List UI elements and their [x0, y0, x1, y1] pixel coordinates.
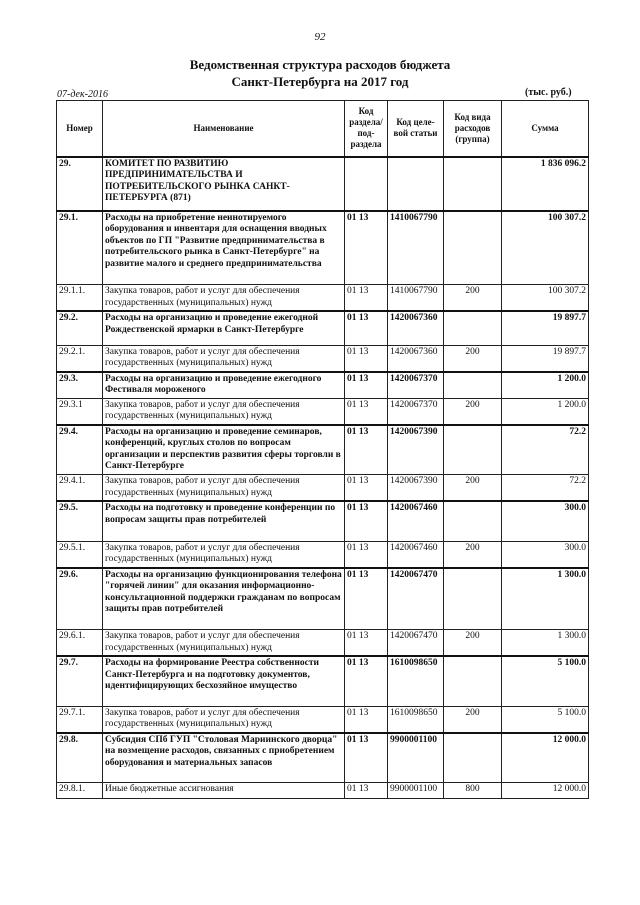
- title-line-1: Ведомственная структура расходов бюджета: [189, 57, 451, 72]
- row-article-code: 1420067460: [388, 541, 444, 568]
- row-name: КОМИТЕТ ПО РАЗВИТИЮ ПРЕДПРИНИМАТЕЛЬСТВА И ПОТРЕБИТЕЛЬСКОГО РЫНКА САНКТ-ПЕТЕРБУРГА (871): [103, 157, 345, 211]
- row-article-code: 1610098650: [388, 706, 444, 733]
- row-number: 29.: [57, 157, 103, 211]
- row-expense-type: [444, 372, 502, 399]
- row-article-code: 1420067370: [388, 398, 444, 425]
- row-name: Расходы на организацию функционирования телефона "горячей линии" для оказания информационно-консультационной поддержки гражданам по вопросам защиты прав потребителей: [103, 568, 345, 630]
- budget-table: [56, 100, 589, 799]
- table-row: [57, 425, 589, 475]
- row-number: 29.2.1.: [57, 345, 103, 372]
- row-expense-type: [444, 211, 502, 285]
- table-row: [57, 541, 589, 568]
- row-expense-type: 200: [444, 475, 502, 502]
- row-sum: 100 307.2: [502, 211, 589, 285]
- row-number: 29.2.: [57, 311, 103, 345]
- row-number: 29.7.: [57, 656, 103, 706]
- table-row: [57, 630, 589, 657]
- table-row: [57, 475, 589, 502]
- row-sum: 1 200.0: [502, 398, 589, 425]
- row-number: 29.1.1.: [57, 285, 103, 312]
- row-article-code: 1610098650: [388, 656, 444, 706]
- table-row: [57, 783, 589, 799]
- row-section-code: 01 13: [345, 656, 388, 706]
- row-section-code: 01 13: [345, 311, 388, 345]
- row-expense-type: [444, 311, 502, 345]
- row-article-code: 1420067370: [388, 372, 444, 399]
- row-article-code: 1420067470: [388, 568, 444, 630]
- row-section-code: 01 13: [345, 425, 388, 475]
- row-number: 29.4.: [57, 425, 103, 475]
- row-name: Расходы на организацию и проведение ежегодной Рождественской ярмарки в Санкт-Петербурге: [103, 311, 345, 345]
- table-row: [57, 398, 589, 425]
- row-sum: 300.0: [502, 501, 589, 541]
- document-title: [0, 56, 640, 90]
- header-section: Код раздела/ под- раздела: [345, 101, 388, 157]
- row-article-code: 1410067790: [388, 285, 444, 312]
- table-row: [57, 285, 589, 312]
- row-sum: 100 307.2: [502, 285, 589, 312]
- document-date: 07-дек-2016: [57, 89, 108, 100]
- row-name: Закупка товаров, работ и услуг для обеспечения государственных (муниципальных) нужд: [103, 285, 345, 312]
- row-article-code: 1420067460: [388, 501, 444, 541]
- row-number: 29.3.: [57, 372, 103, 399]
- row-number: 29.5.1.: [57, 541, 103, 568]
- row-sum: 72.2: [502, 425, 589, 475]
- title-line-2: Санкт-Петербурга на 2017 год: [231, 74, 409, 89]
- table-row: [57, 733, 589, 783]
- row-number: 29.8.: [57, 733, 103, 783]
- row-article-code: 1420067390: [388, 475, 444, 502]
- row-section-code: [345, 157, 388, 211]
- header-name: Наименование: [103, 101, 345, 157]
- header-sum: Сумма: [502, 101, 589, 157]
- row-number: 29.4.1.: [57, 475, 103, 502]
- row-article-code: 1410067790: [388, 211, 444, 285]
- row-section-code: 01 13: [345, 285, 388, 312]
- row-section-code: 01 13: [345, 345, 388, 372]
- table-row: [57, 311, 589, 345]
- row-sum: 19 897.7: [502, 345, 589, 372]
- row-section-code: 01 13: [345, 630, 388, 657]
- table-row: [57, 501, 589, 541]
- row-name: Расходы на организацию и проведение семинаров, конференций, круглых столов по вопросам организации и перспектив развития сферы торговли в Санкт-Петербурге: [103, 425, 345, 475]
- table-body: [57, 157, 589, 799]
- row-name: Закупка товаров, работ и услуг для обеспечения государственных (муниципальных) нужд: [103, 541, 345, 568]
- row-expense-type: [444, 425, 502, 475]
- row-name: Расходы на формирование Реестра собственности Санкт-Петербурга и на подготовку документов, идентифицирующих бесхозяйное имущество: [103, 656, 345, 706]
- table-row: [57, 372, 589, 399]
- row-expense-type: 200: [444, 541, 502, 568]
- row-expense-type: 200: [444, 706, 502, 733]
- row-section-code: 01 13: [345, 541, 388, 568]
- row-name: Иные бюджетные ассигнования: [103, 783, 345, 799]
- row-name: Закупка товаров, работ и услуг для обеспечения государственных (муниципальных) нужд: [103, 706, 345, 733]
- row-article-code: [388, 157, 444, 211]
- row-article-code: 1420067390: [388, 425, 444, 475]
- units-label: (тыс. руб.): [525, 87, 572, 98]
- table-row: [57, 568, 589, 630]
- row-number: 29.3.1: [57, 398, 103, 425]
- table-row: [57, 157, 589, 211]
- row-sum: 1 300.0: [502, 630, 589, 657]
- row-sum: 1 300.0: [502, 568, 589, 630]
- row-sum: 5 100.0: [502, 656, 589, 706]
- row-section-code: 01 13: [345, 475, 388, 502]
- row-name: Закупка товаров, работ и услуг для обеспечения государственных (муниципальных) нужд: [103, 345, 345, 372]
- table-row: [57, 345, 589, 372]
- row-expense-type: [444, 656, 502, 706]
- row-section-code: 01 13: [345, 501, 388, 541]
- header-expense-type: Код вида расходов (группа): [444, 101, 502, 157]
- row-article-code: 1420067470: [388, 630, 444, 657]
- row-name: Закупка товаров, работ и услуг для обеспечения государственных (муниципальных) нужд: [103, 475, 345, 502]
- row-section-code: 01 13: [345, 783, 388, 799]
- row-article-code: 1420067360: [388, 345, 444, 372]
- row-sum: 19 897.7: [502, 311, 589, 345]
- row-number: 29.6.: [57, 568, 103, 630]
- table-row: [57, 211, 589, 285]
- row-section-code: 01 13: [345, 398, 388, 425]
- row-section-code: 01 13: [345, 706, 388, 733]
- row-sum: 1 836 096.2: [502, 157, 589, 211]
- row-expense-type: [444, 568, 502, 630]
- row-expense-type: [444, 501, 502, 541]
- row-section-code: 01 13: [345, 372, 388, 399]
- row-name: Расходы на подготовку и проведение конференции по вопросам защиты прав потребителей: [103, 501, 345, 541]
- row-article-code: 9900001100: [388, 783, 444, 799]
- row-expense-type: 200: [444, 345, 502, 372]
- row-expense-type: 800: [444, 783, 502, 799]
- row-expense-type: [444, 733, 502, 783]
- row-sum: 12 000.0: [502, 733, 589, 783]
- row-sum: 5 100.0: [502, 706, 589, 733]
- row-section-code: 01 13: [345, 568, 388, 630]
- row-section-code: 01 13: [345, 733, 388, 783]
- row-number: 29.1.: [57, 211, 103, 285]
- row-number: 29.7.1.: [57, 706, 103, 733]
- table-row: [57, 656, 589, 706]
- header-article: Код целе- вой статьи: [388, 101, 444, 157]
- row-expense-type: [444, 157, 502, 211]
- table-row: [57, 706, 589, 733]
- page-number: 92: [314, 31, 326, 43]
- row-article-code: 1420067360: [388, 311, 444, 345]
- row-name: Закупка товаров, работ и услуг для обеспечения государственных (муниципальных) нужд: [103, 398, 345, 425]
- row-name: Расходы на приобретение неинотируемого оборудования и инвентаря для оснащения вводных объектов по ГП "Развитие предпринимательства в потребительского рынка в Санкт-Петербурге" на развитие малого и среднего предпринимательства: [103, 211, 345, 285]
- row-sum: 72.2: [502, 475, 589, 502]
- row-expense-type: 200: [444, 630, 502, 657]
- row-name: Закупка товаров, работ и услуг для обеспечения государственных (муниципальных) нужд: [103, 630, 345, 657]
- row-section-code: 01 13: [345, 211, 388, 285]
- row-expense-type: 200: [444, 285, 502, 312]
- row-name: Субсидия СПб ГУП "Столовая Мариинского дворца" на возмещение расходов, связанных с приобретением оборудования и материальных запасов: [103, 733, 345, 783]
- header-number: Номер: [57, 101, 103, 157]
- row-sum: 1 200.0: [502, 372, 589, 399]
- row-number: 29.5.: [57, 501, 103, 541]
- row-number: 29.6.1.: [57, 630, 103, 657]
- row-expense-type: 200: [444, 398, 502, 425]
- row-name: Расходы на организацию и проведение ежегодного Фестиваля мороженого: [103, 372, 345, 399]
- row-sum: 300.0: [502, 541, 589, 568]
- row-article-code: 9900001100: [388, 733, 444, 783]
- row-sum: 12 000.0: [502, 783, 589, 799]
- row-number: 29.8.1.: [57, 783, 103, 799]
